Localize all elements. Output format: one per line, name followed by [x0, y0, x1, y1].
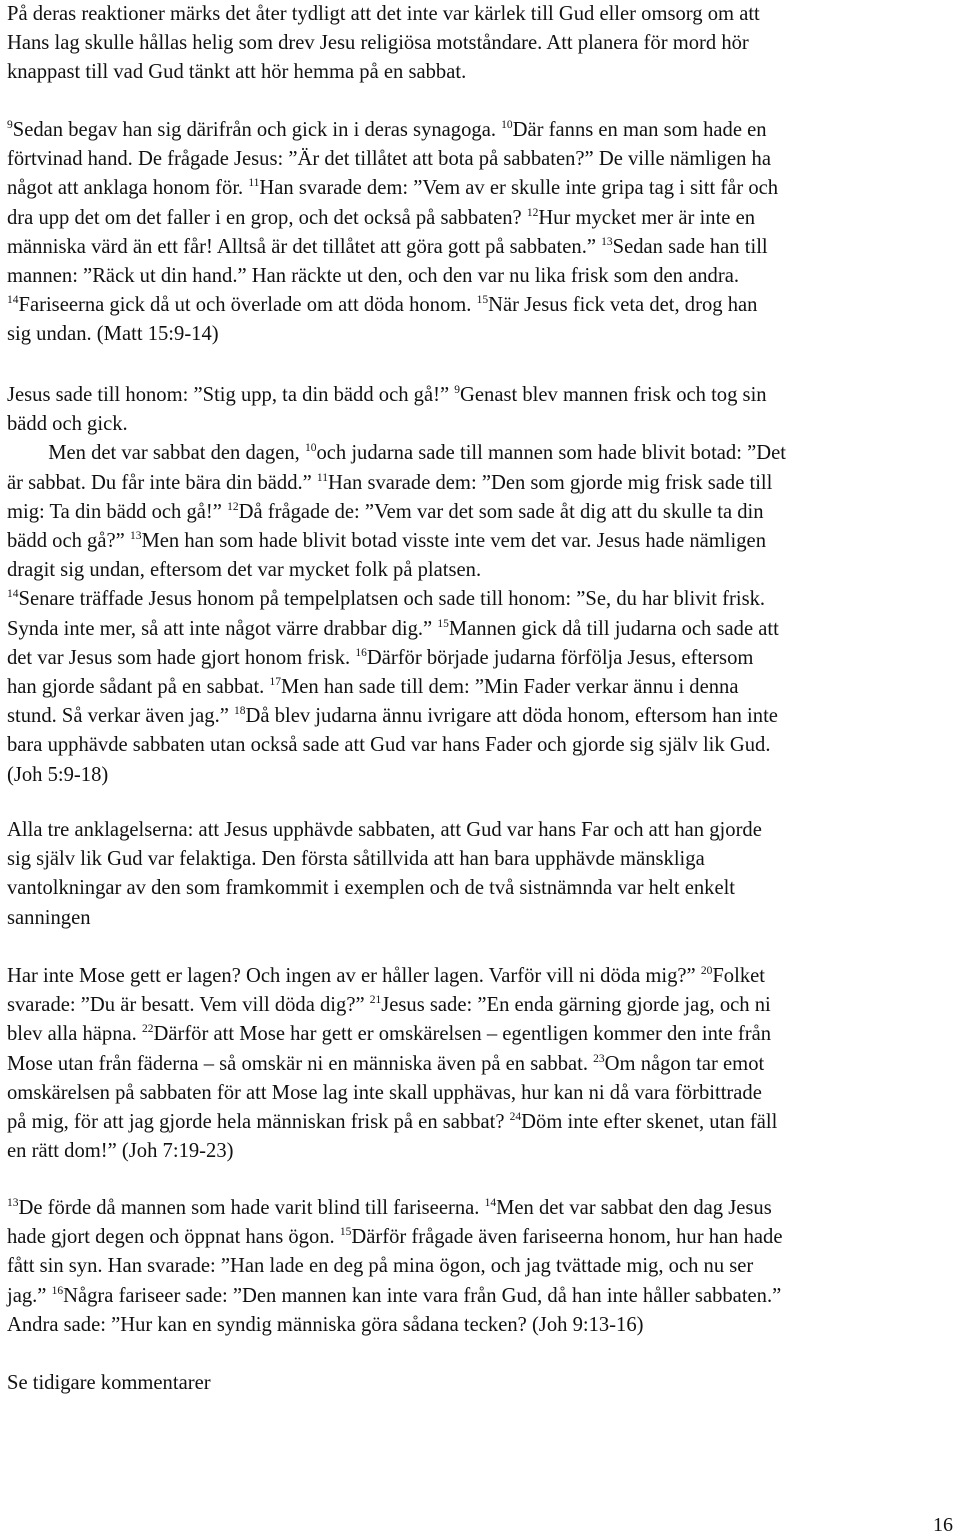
verse-number: 18 [234, 705, 246, 718]
text-run: sig undan. (Matt 15:9-14) [7, 323, 219, 346]
verse-number: 14 [484, 1197, 497, 1209]
text-line [7, 145, 778, 174]
text-run: bädd och gick. [7, 413, 128, 436]
text-line [7, 233, 778, 262]
text-run: människa värd än ett får! Alltså är det tillåtet att göra gott på sabbaten.” [7, 235, 602, 258]
text-line [7, 731, 786, 760]
text-line [7, 1108, 777, 1137]
verse-number: 20 [700, 965, 713, 977]
text-line [7, 498, 786, 527]
verse-number: 21 [369, 994, 382, 1007]
paragraph-john9-quote [7, 1194, 782, 1340]
text-run: Men han sade till dem: ”Min Fader verkar ännu i denna [280, 676, 739, 699]
text-run: Där fanns en man som hade en [512, 119, 767, 141]
text-run: Genast blev mannen frisk och tog sin [460, 384, 767, 406]
text-run: knappast till vad Gud tänkt att hör hemma på en sabbat. [7, 61, 467, 84]
text-run: Men det var sabbat den dagen, [7, 442, 305, 465]
verse-number: 24 [509, 1111, 522, 1124]
text-run: Därför frågade även fariseerna honom, hur han hade [351, 1226, 783, 1249]
text-run: Har inte Mose gett er lagen? Och ingen av er håller lagen. Varför vill ni döda mig?” [7, 965, 701, 987]
text-run: Sedan begav han sig därifrån och gick in i deras synagoga. [12, 119, 502, 141]
paragraph-matthew-quote [7, 116, 778, 350]
text-run: Döm inte efter skenet, utan fäll [521, 1111, 778, 1134]
text-line [7, 58, 760, 87]
text-line [7, 1050, 777, 1079]
verse-number: 10 [304, 442, 317, 455]
text-line [7, 1079, 777, 1108]
text-line [7, 1223, 782, 1252]
text-run: Om någon tar emot [604, 1052, 765, 1075]
verse-number: 16 [51, 1284, 64, 1297]
verse-number: 13 [601, 235, 613, 248]
text-run: dragit sig undan, eftersom det var mycket folk på platsen. [7, 559, 482, 582]
text-run: Han svarade dem: ”Den som gjorde mig frisk sade till [328, 471, 773, 494]
paragraph-intro [7, 0, 760, 88]
text-line [7, 116, 778, 145]
page-number: 16 [933, 1514, 953, 1536]
text-line [7, 0, 760, 29]
text-line [7, 381, 786, 410]
text-line [7, 615, 786, 644]
text-run: Sedan sade han till [612, 235, 768, 258]
text-run: Därför att Mose har gett er omskärelsen – egentligen kommer den inte från [153, 1023, 772, 1046]
paragraph-accusations-commentary [7, 816, 762, 933]
text-run: Hans lag skulle hållas helig som drev Jesu religiösa motståndare. Att planera för mord hör [7, 32, 749, 55]
text-run: bädd och gå?” [7, 530, 130, 553]
text-run: hade gjort degen och öppnat hans ögon. [7, 1226, 340, 1249]
verse-number: 12 [526, 206, 539, 219]
text-run: mannen: ”Räck ut din hand.” Han räckte ut den, och den var nu lika frisk som den andra. [7, 265, 739, 288]
verse-number: 14 [7, 294, 19, 307]
text-run: något att anklaga honom för. [7, 177, 249, 200]
text-run: blev alla häpna. [7, 1023, 142, 1046]
text-line [7, 204, 778, 233]
text-run: förtvinad hand. De frågade Jesus: ”Är det tillåtet att bota på sabbaten?” De ville nämligen ha [7, 148, 771, 171]
verse-number: 11 [316, 471, 328, 484]
verse-number: 12 [227, 500, 239, 513]
text-run: svarade: ”Du är besatt. Vem vill döda dig?” [7, 994, 370, 1017]
text-run: Synda inte mer, så att inte något värre drabbar dig.” [7, 617, 438, 640]
text-line [7, 1194, 782, 1223]
verse-number: 23 [593, 1052, 605, 1065]
text-run: Alla tre anklagelserna: att Jesus upphävde sabbaten, att Gud var hans Far och att han gjorde [7, 819, 762, 841]
text-line [7, 1282, 782, 1311]
verse-number: 13 [7, 1197, 19, 1209]
text-run: bara upphävde sabbaten utan också sade att Gud var hans Fader och gjorde sig själv lik Gud. [7, 734, 771, 757]
text-line [7, 439, 786, 468]
text-line [7, 585, 786, 614]
text-run: han gjorde sådant på en sabbat. [7, 676, 270, 699]
text-run: och judarna sade till mannen som hade blivit botad: ”Det [316, 442, 786, 465]
text-line [7, 291, 778, 320]
text-line [7, 761, 786, 790]
text-line [7, 1369, 211, 1398]
text-run: Då frågade de: ”Vem var det som sade åt dig att du skulle ta din [238, 500, 764, 523]
text-line [7, 29, 760, 58]
text-line [7, 174, 778, 203]
text-run: Mose utan från fäderna – så omskär ni en människa även på en sabbat. [7, 1052, 594, 1075]
text-line [7, 673, 786, 702]
verse-number: 9 [454, 384, 461, 396]
text-line [7, 469, 786, 498]
verse-number: 15 [437, 617, 449, 630]
text-run: en rätt dom!” (Joh 7:19-23) [7, 1140, 234, 1163]
text-line [7, 1252, 782, 1281]
verse-number: 13 [129, 530, 142, 543]
verse-number: 22 [141, 1023, 154, 1036]
text-run: vantolkningar av den som framkommit i exemplen och de två sistnämnda var helt enkelt [7, 877, 736, 900]
verse-number: 17 [269, 676, 281, 689]
verse-number: 15 [339, 1226, 352, 1239]
text-run: Därför började judarna förfölja Jesus, eftersom [366, 646, 754, 669]
text-run: dra upp det om det faller i en grop, och det också på sabbaten? [7, 206, 527, 229]
text-line [7, 1137, 777, 1166]
text-run: Några fariseer sade: ”Den mannen kan inte vara från Gud, då han inte håller sabbaten.” [63, 1284, 782, 1307]
text-line [7, 845, 762, 874]
text-line [7, 410, 786, 439]
paragraph-see-earlier [7, 1369, 211, 1398]
text-run: fått sin syn. Han svarade: ”Han lade en deg på mina ögon, och jag tvättade mig, och nu ser [7, 1255, 754, 1278]
paragraph-john7-quote [7, 962, 777, 1166]
text-line [7, 1020, 777, 1049]
text-line [7, 962, 777, 991]
text-run: mig: Ta din bädd och gå!” [7, 500, 228, 523]
verse-number: 16 [355, 646, 367, 659]
verse-number: 11 [248, 177, 260, 190]
text-run: sig själv lik Gud var felaktiga. Den första såtillvida att han bara upphävde mänskliga [7, 848, 705, 871]
text-run: på mig, för att jag gjorde hela människan frisk på en sabbat? [7, 1111, 510, 1134]
verse-number: 14 [7, 588, 19, 601]
text-line [7, 702, 786, 731]
text-run: Fariseerna gick då ut och överlade om att döda honom. [18, 294, 477, 317]
text-line [7, 644, 786, 673]
text-run: är sabbat. Du får inte bära din bädd.” [7, 471, 317, 494]
text-line [7, 262, 778, 291]
paragraph-john5-quote [7, 381, 786, 790]
text-line [7, 1311, 782, 1340]
text-run: Senare träffade Jesus honom på tempelplatsen och sade till honom: ”Se, du har blivit frisk. [18, 588, 766, 611]
text-run: De förde då mannen som hade varit blind till fariseerna. [18, 1197, 485, 1219]
text-line [7, 874, 762, 903]
text-run: sanningen [7, 906, 91, 929]
text-run: Då blev judarna ännu ivrigare att döda honom, eftersom han inte [245, 705, 778, 728]
text-run: Jesus sade: ”En enda gärning gjorde jag, och ni [381, 994, 771, 1017]
text-run: omskärelsen på sabbaten för att Mose lag inte skall upphävas, hur kan ni då vara förbittrade [7, 1081, 762, 1104]
text-line [7, 556, 786, 585]
text-line [7, 991, 777, 1020]
verse-number: 10 [501, 119, 513, 131]
text-line [7, 320, 778, 349]
text-run: jag.” [7, 1284, 52, 1307]
text-run: Folket [712, 965, 765, 987]
text-run: Se tidigare kommentarer [7, 1372, 211, 1394]
text-run: Hur mycket mer är inte en [538, 206, 756, 229]
text-run: När Jesus fick veta det, drog han [488, 294, 758, 317]
text-run: Men det var sabbat den dag Jesus [496, 1197, 772, 1219]
text-line [7, 904, 762, 933]
text-run: Jesus sade till honom: ”Stig upp, ta din bädd och gå!” [7, 384, 455, 406]
text-run: Men han som hade blivit botad visste inte vem det var. Jesus hade nämligen [141, 530, 766, 553]
verse-number: 9 [7, 119, 13, 131]
text-run: Han svarade dem: ”Vem av er skulle inte gripa tag i sitt får och [259, 177, 779, 200]
text-run: det var Jesus som hade gjort honom frisk. [7, 646, 356, 669]
text-run: (Joh 5:9-18) [7, 763, 109, 786]
text-line [7, 816, 762, 845]
text-run: Mannen gick då till judarna och sade att [448, 617, 779, 640]
text-run: Andra sade: ”Hur kan en syndig människa göra sådana tecken? (Joh 9:13-16) [7, 1313, 644, 1336]
text-line [7, 527, 786, 556]
text-run: stund. Så verkar även jag.” [7, 705, 235, 728]
text-run: På deras reaktioner märks det åter tydligt att det inte var kärlek till Gud eller omsorg om att [7, 3, 760, 25]
verse-number: 15 [476, 294, 489, 307]
